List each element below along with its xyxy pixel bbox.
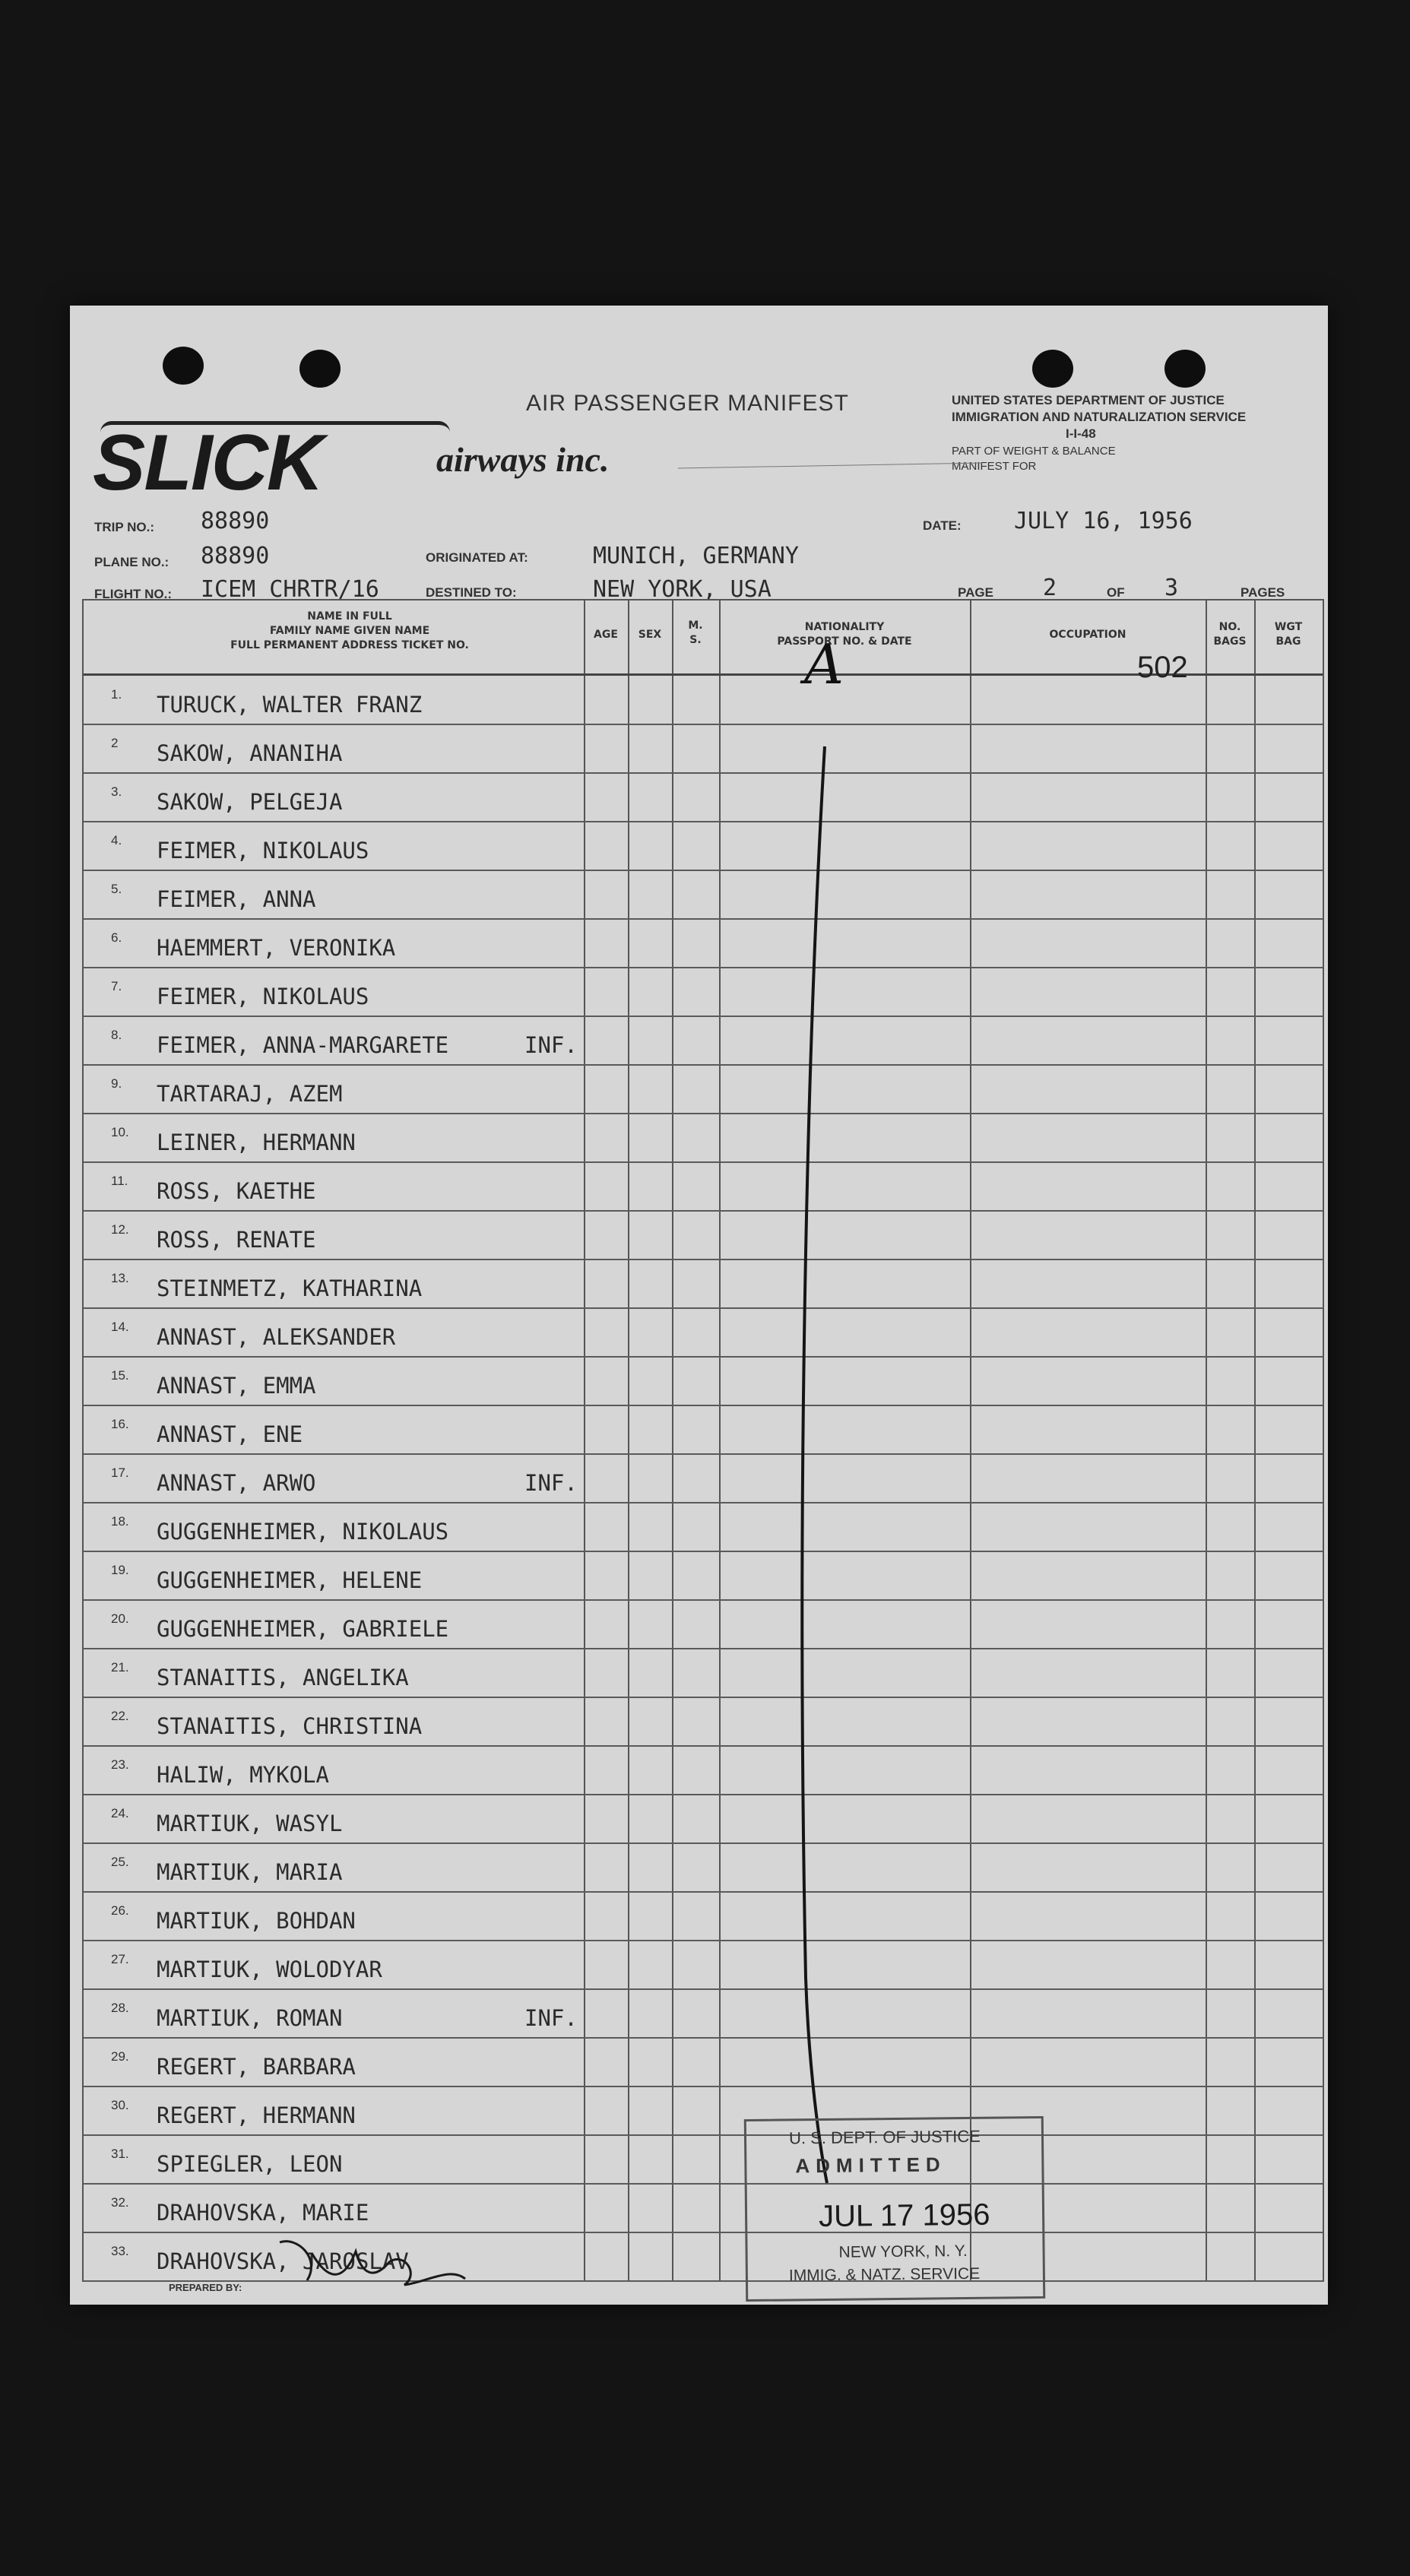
plane-number: 88890 [201, 543, 270, 569]
passenger-name: GUGGENHEIMER, HELENE [157, 1567, 423, 1593]
table-row [84, 1453, 1323, 1503]
stamp-line: NEW YORK, N. Y. [838, 2242, 968, 2261]
passenger-name: ANNAST, ARWO [157, 1470, 316, 1496]
passenger-name: ANNAST, ALEKSANDER [157, 1324, 396, 1350]
punch-hole [1032, 350, 1073, 388]
header-line: WGT [1274, 621, 1303, 633]
passenger-name: LEINER, HERMANN [157, 1130, 356, 1155]
pages-label: PAGES [1240, 585, 1285, 600]
weight-column-header [1254, 620, 1323, 649]
header-line: BAGS [1213, 635, 1247, 648]
sex-column-header: SEX [638, 629, 662, 641]
row-number: 22. [111, 1709, 129, 1723]
row-number: 16. [111, 1417, 129, 1431]
originated-at: MUNICH, GERMANY [593, 543, 799, 569]
table-row [84, 1307, 1323, 1358]
plane-label: PLANE NO.: [94, 555, 170, 569]
destined-to: NEW YORK, USA [593, 576, 772, 603]
passenger-name: GUGGENHEIMER, GABRIELE [157, 1616, 449, 1642]
row-number: 29. [111, 2049, 129, 2064]
row-number: 6. [111, 930, 122, 945]
stamp-line: IMMIG. & NATZ. SERVICE [788, 2264, 981, 2285]
passenger-name: DRAHOVSKA, MARIE [157, 2200, 369, 2226]
table-row [84, 918, 1323, 968]
divider [678, 463, 982, 469]
table-row [84, 2183, 1323, 2233]
table-row [84, 1891, 1323, 1941]
row-number: 25. [111, 1855, 129, 1869]
stamp-admitted: ADMITTED [795, 2153, 946, 2178]
header-line: BAG [1275, 635, 1301, 648]
row-number: 28. [111, 2001, 129, 2015]
passenger-name: SPIEGLER, LEON [157, 2151, 343, 2177]
airline-logo: SLICK [93, 419, 322, 507]
agency-line: UNITED STATES DEPARTMENT OF JUSTICE [952, 393, 1225, 407]
table-row [84, 772, 1323, 822]
table-row [84, 724, 1323, 774]
passenger-name: SAKOW, PELGEJA [157, 789, 343, 815]
passenger-name: FEIMER, NIKOLAUS [157, 838, 369, 863]
table-row [84, 1648, 1323, 1698]
row-number: 26. [111, 1903, 129, 1918]
page-total: 3 [1164, 575, 1179, 601]
trip-number: 88890 [201, 508, 270, 534]
row-number: 31. [111, 2147, 129, 2161]
passenger-name: ANNAST, ENE [157, 1421, 303, 1447]
header-line: FAMILY NAME GIVEN NAME [269, 625, 430, 637]
bags-column-header [1206, 620, 1254, 649]
agency-block [952, 392, 1246, 442]
passenger-name: HALIW, MYKOLA [157, 1762, 329, 1788]
row-number: 27. [111, 1952, 129, 1966]
part-of-line: PART OF WEIGHT & BALANCE [952, 445, 1116, 458]
punch-hole [299, 350, 341, 388]
page-number: 2 [1043, 575, 1057, 601]
passenger-name: GUGGENHEIMER, NIKOLAUS [157, 1519, 449, 1545]
marital-column-header [672, 619, 719, 648]
row-number: 2 [111, 736, 119, 750]
table-row [84, 2134, 1323, 2185]
nationality-column-header [719, 620, 970, 649]
agency-line: I-I-48 [1066, 426, 1096, 441]
table-row [84, 1988, 1323, 2039]
row-number: 10. [111, 1125, 129, 1139]
passenger-name: FEIMER, ANNA [157, 886, 316, 912]
passenger-name: REGERT, HERMANN [157, 2102, 356, 2128]
stamp-line: U. S. DEPT. OF JUSTICE [788, 2126, 981, 2148]
passenger-name: TURUCK, WALTER FRANZ [157, 692, 423, 718]
row-number: 19. [111, 1563, 129, 1577]
stamp-date: JUL 17 1956 [818, 2197, 990, 2234]
nationality-mark-handwritten: A [804, 632, 844, 696]
table-row [84, 1697, 1323, 1747]
row-number: 20. [111, 1611, 129, 1626]
occupation-code-handwritten: 502 [1137, 651, 1188, 684]
prepared-by-label: PREPARED BY: [169, 2282, 242, 2293]
table-row [84, 1405, 1323, 1455]
passenger-name: HAEMMERT, VERONIKA [157, 935, 396, 961]
header-line: PASSPORT NO. & DATE [777, 635, 912, 648]
flight-number: ICEM CHRTR/16 [201, 576, 379, 603]
row-number: 32. [111, 2195, 129, 2210]
row-number: 1. [111, 687, 122, 702]
header-line: M. [688, 619, 703, 632]
punch-hole [163, 347, 204, 385]
manifest-sheet [70, 306, 1328, 2305]
table-row [84, 1551, 1323, 1601]
row-number: 18. [111, 1514, 129, 1529]
header-line: NO. [1218, 621, 1241, 633]
row-number: 4. [111, 833, 122, 848]
row-number: 23. [111, 1757, 129, 1772]
passenger-name: STANAITIS, ANGELIKA [157, 1665, 409, 1690]
table-row [84, 1502, 1323, 1552]
table-row [84, 1210, 1323, 1260]
table-row [84, 870, 1323, 920]
occupation-column-header: OCCUPATION [1049, 629, 1126, 641]
passenger-name: MARTIUK, BOHDAN [157, 1908, 356, 1934]
passenger-name: ANNAST, EMMA [157, 1373, 316, 1399]
part-of-line: MANIFEST FOR [952, 460, 1037, 473]
airline-logo-suffix: airways inc. [436, 440, 610, 479]
part-of-block [952, 444, 1116, 474]
originated-label: ORIGINATED AT: [426, 550, 528, 565]
table-row [84, 821, 1323, 871]
table-row [84, 1259, 1323, 1309]
row-number: 11. [111, 1174, 128, 1188]
trip-label: TRIP NO.: [94, 520, 155, 534]
passenger-name: FEIMER, ANNA-MARGARETE [157, 1032, 449, 1058]
table-row [84, 2086, 1323, 2136]
agency-line: IMMIGRATION AND NATURALIZATION SERVICE [952, 410, 1247, 424]
passenger-name: STANAITIS, CHRISTINA [157, 1713, 423, 1739]
table-row [84, 1599, 1323, 1649]
passenger-name: REGERT, BARBARA [157, 2054, 356, 2080]
row-number: 21. [111, 1660, 129, 1675]
table-row [84, 1016, 1323, 1066]
flight-label: FLIGHT NO.: [94, 587, 172, 601]
row-number: 15. [111, 1368, 129, 1383]
row-number: 33. [111, 2244, 129, 2258]
manifest-date: JULY 16, 1956 [1014, 508, 1193, 534]
row-number: 3. [111, 784, 122, 799]
manifest-title: AIR PASSENGER MANIFEST [526, 391, 849, 416]
passenger-name: FEIMER, NIKOLAUS [157, 984, 369, 1009]
of-label: OF [1107, 585, 1125, 600]
passenger-name: ROSS, RENATE [157, 1227, 316, 1253]
row-number: 12. [111, 1222, 129, 1237]
passenger-name: MARTIUK, WOLODYAR [157, 1957, 382, 1982]
header-line: FULL PERMANENT ADDRESS TICKET NO. [230, 639, 469, 651]
infant-marker: INF. [524, 1470, 578, 1496]
destined-label: DESTINED TO: [426, 585, 517, 600]
passenger-table [82, 599, 1324, 2282]
header-line: NAME IN FULL [307, 610, 392, 623]
row-number: 30. [111, 2098, 129, 2112]
infant-marker: INF. [524, 1032, 578, 1058]
table-row [84, 2037, 1323, 2087]
passenger-name: DRAHOVSKA, JAROSLAV [157, 2248, 409, 2274]
table-row [84, 1161, 1323, 1212]
row-number: 14. [111, 1320, 129, 1334]
table-row [84, 1940, 1323, 1990]
table-row [84, 1842, 1323, 1893]
header-line: NATIONALITY [804, 621, 885, 633]
row-number: 13. [111, 1271, 129, 1285]
header-line: S. [689, 634, 702, 646]
passenger-name: MARTIUK, MARIA [157, 1859, 343, 1885]
row-number: 8. [111, 1028, 122, 1042]
admitted-stamp [744, 2116, 1045, 2302]
row-number: 24. [111, 1806, 129, 1820]
row-number: 7. [111, 979, 122, 993]
passenger-name: SAKOW, ANANIHA [157, 740, 343, 766]
table-row [84, 967, 1323, 1017]
punch-hole [1164, 350, 1206, 388]
table-row [84, 1356, 1323, 1406]
passenger-name: MARTIUK, ROMAN [157, 2005, 343, 2031]
age-column-header: AGE [594, 629, 618, 641]
table-row [84, 2232, 1323, 2282]
page-label: PAGE [958, 585, 993, 600]
row-number: 9. [111, 1076, 122, 1091]
row-number: 17. [111, 1465, 129, 1480]
name-column-header [160, 610, 540, 653]
passenger-name: TARTARAJ, AZEM [157, 1081, 343, 1107]
row-number: 5. [111, 882, 122, 896]
passenger-name: STEINMETZ, KATHARINA [157, 1275, 423, 1301]
table-row [84, 1794, 1323, 1844]
table-row [84, 1064, 1323, 1114]
passenger-name: MARTIUK, WASYL [157, 1811, 343, 1836]
passenger-name: ROSS, KAETHE [157, 1178, 316, 1204]
table-row [84, 1745, 1323, 1795]
date-label: DATE: [923, 518, 962, 533]
table-row [84, 1113, 1323, 1163]
infant-marker: INF. [524, 2005, 578, 2031]
